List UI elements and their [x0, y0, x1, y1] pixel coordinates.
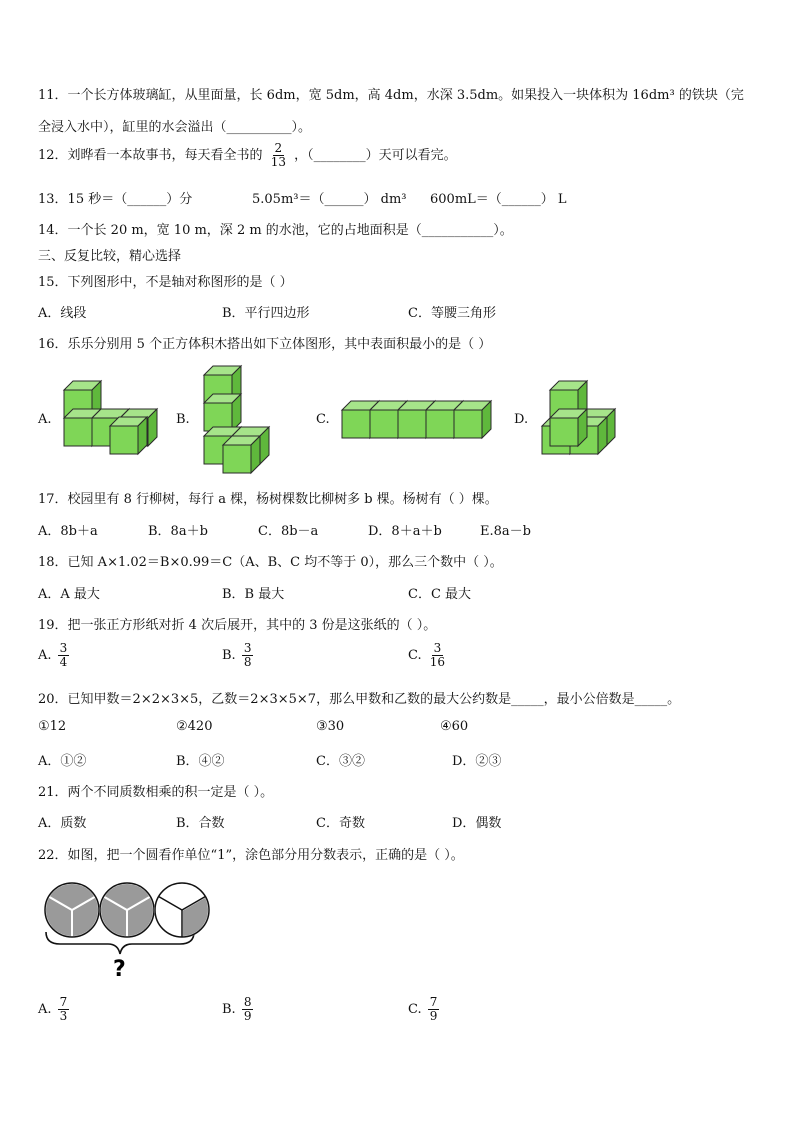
- q18-option-b: B．B 最大: [222, 587, 285, 602]
- q17-option-e: E.8a－b: [480, 524, 531, 539]
- q21-option-d: D．偶数: [452, 816, 502, 831]
- q22-c-num: 7: [429, 995, 438, 1009]
- q22-a-den: 3: [59, 1009, 68, 1024]
- q22-stem: 22．如图，把一个圆看作单位“1”，涂色部分用分数表示，正确的是（ ）。: [38, 848, 464, 863]
- q15-stem: 15．下列图形中，不是轴对称图形的是（ ）: [38, 275, 293, 290]
- q16-stem: 16．乐乐分别用 5 个正方体积木搭出如下立体图形，其中表面积最小的是（ ）: [38, 337, 492, 352]
- q22-c-fraction: [428, 996, 440, 1023]
- q17-option-c: C．8b－a: [258, 524, 319, 539]
- q22-b-den: 9: [243, 1009, 252, 1024]
- q16-label-c: C.: [316, 412, 330, 427]
- q22-option-b: [222, 996, 255, 1023]
- q22-a-fraction: [58, 996, 70, 1023]
- q20-option-b: B．④②: [176, 754, 225, 769]
- q20-option-a: A．①②: [38, 754, 87, 769]
- section3-title: 三、反复比较，精心选择: [38, 249, 182, 264]
- q12-pre: 12．刘晔看一本故事书，每天看全书的: [38, 148, 263, 164]
- q17-option-b: B．8a＋b: [148, 524, 208, 539]
- q19-b-label: B.: [222, 648, 236, 664]
- q22-question-mark: ?: [113, 957, 126, 982]
- q19-b-num: 3: [243, 641, 252, 655]
- q11-line2: 全浸入水中），缸里的水会溢出（__________）。: [38, 120, 312, 135]
- q14: 14．一个长 20 m，宽 10 m，深 2 m 的水池，它的占地面积是（___________）。: [38, 223, 513, 238]
- q13-part1: 13．15 秒＝（______）分: [38, 192, 193, 207]
- q20-choice-4: ④60: [440, 719, 469, 734]
- q21-stem: 21．两个不同质数相乘的积一定是（ ）。: [38, 785, 274, 800]
- q21-option-b: B．合数: [176, 816, 225, 831]
- q22-option-a: [38, 996, 71, 1023]
- q17-option-a: A．8b＋a: [38, 524, 98, 539]
- q17-option-d: D．8＋a＋b: [368, 524, 442, 539]
- q16-label-b: B.: [176, 412, 190, 427]
- q15-option-b: B．平行四边形: [222, 306, 310, 321]
- q15-option-c: C．等腰三角形: [408, 306, 496, 321]
- q12-num: 2: [274, 141, 283, 155]
- q19-c-num: 3: [433, 641, 442, 655]
- q22-a-label: A.: [38, 1002, 52, 1018]
- q19-c-label: C.: [408, 648, 422, 664]
- q19-b-den: 8: [243, 655, 252, 670]
- q13-part2: 5.05m³＝（______） dm³: [252, 192, 407, 207]
- q22-c-label: C.: [408, 1002, 422, 1018]
- q11-line1: 11．一个长方体玻璃缸，从里面量，长 6dm，宽 5dm，高 4dm，水深 3.5dm。如果投入一块体积为 16dm³ 的铁块（完: [38, 88, 744, 103]
- q20-option-d: D．②③: [452, 754, 502, 769]
- q19-c-den: 16: [429, 655, 446, 670]
- q19-a-num: 3: [59, 641, 68, 655]
- q22-option-c: [408, 996, 441, 1023]
- q19-a-den: 4: [59, 655, 68, 670]
- q20-choice-3: ③30: [316, 719, 345, 734]
- q20-option-c: C．③②: [316, 754, 365, 769]
- q19-a-label: A.: [38, 648, 52, 664]
- q12-den: 13: [270, 155, 286, 170]
- q19-stem: 19．把一张正方形纸对折 4 次后展开，其中的 3 份是这张纸的（ ）。: [38, 618, 437, 633]
- q17-stem: 17．校园里有 8 行柳树，每行 a 棵，杨树棵数比柳树多 b 棵。杨树有（ ）棵。: [38, 492, 498, 507]
- q20-choice-2: ②420: [176, 719, 213, 734]
- q18-option-a: A．A 最大: [38, 587, 100, 602]
- q16-label-a: A.: [38, 412, 52, 427]
- q18-option-c: C．C 最大: [408, 587, 472, 602]
- q16-label-d: D.: [514, 412, 529, 427]
- q22-a-num: 7: [59, 995, 68, 1009]
- q21-option-c: C．奇数: [316, 816, 365, 831]
- q18-stem: 18．已知 A×1.02＝B×0.99＝C（A、B、C 均不等于 0），那么三个数中（ ）。: [38, 555, 503, 570]
- q22-b-label: B.: [222, 1002, 236, 1018]
- q13-part3: 600mL＝（______） L: [430, 192, 567, 207]
- q20-stem: 20．已知甲数＝2×2×3×5，乙数＝2×3×5×7，那么甲数和乙数的最大公约数是_____，最小公倍数是_____。: [38, 692, 681, 707]
- q22-b-num: 8: [243, 995, 252, 1009]
- q21-option-a: A．质数: [38, 816, 87, 831]
- q15-option-a: A．线段: [38, 306, 87, 321]
- q22-b-fraction: [242, 996, 254, 1023]
- q20-choice-1: ①12: [38, 719, 67, 734]
- q22-c-den: 9: [429, 1009, 438, 1024]
- q12-post: ，（________）天可以看完。: [294, 148, 457, 164]
